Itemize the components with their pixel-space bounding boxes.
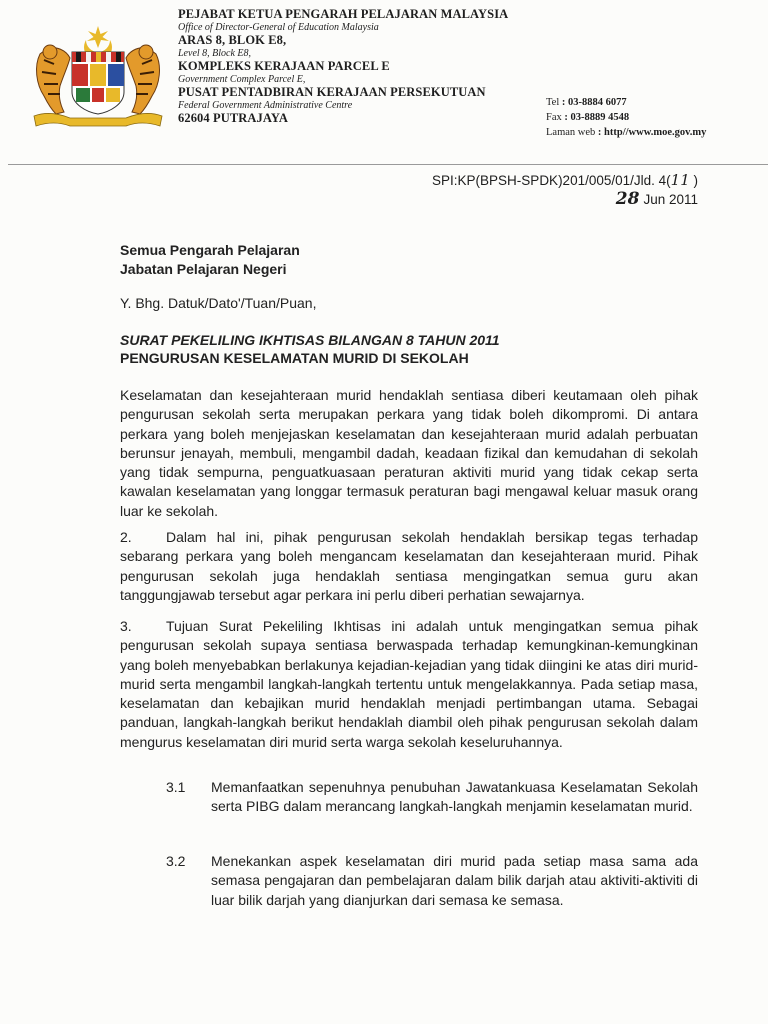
letterhead-divider bbox=[8, 164, 768, 165]
reference-number: SPI:KP(BPSH-SPDK)201/005/01/Jld. 4(11 ) bbox=[432, 171, 698, 189]
subject bbox=[120, 331, 698, 367]
letterhead-line: ARAS 8, BLOK E8, bbox=[178, 33, 287, 47]
coat-of-arms-crest bbox=[30, 26, 166, 132]
letterhead-line: Federal Government Administrative Centre bbox=[178, 100, 353, 111]
reference-block bbox=[432, 171, 698, 209]
letterhead-line: Government Complex Parcel E, bbox=[178, 74, 306, 85]
salutation: Y. Bhg. Datuk/Dato'/Tuan/Puan, bbox=[120, 295, 317, 311]
paragraph-3-text: Tujuan Surat Pekeliling Ikhtisas ini adalah untuk mengingatkan semua pihak pengurusan sekolah supaya sentiasa berwaspada terhadap kemungkinan-kemungkinan yang boleh menyebabkan berlakunya kejadian-kejadian yang tidak diingini ke atas diri murid-murid serta mengambil langkah-langkah tertentu untuk mengelakkannya. Pada setiap masa, keselamatan dan kebajikan murid hendaklah menjadi pertimbangan utama. Sebagai panduan, langkah-langkah berikut hendaklah diambil oleh pihak pengurusan sekolah dalam mengurus keselamatan diri murid serta warga sekolah keseluruhannya. bbox=[120, 618, 698, 750]
letterhead-line: Office of Director-General of Education Malaysia bbox=[178, 22, 379, 33]
recipient-line-2: Jabatan Pelajaran Negeri bbox=[120, 261, 287, 277]
paragraph-2-text: Dalam hal ini, pihak pengurusan sekolah hendaklah bersikap tegas terhadap sebarang perkara yang boleh mengancam keselamatan dan kesejahteraan murid. Pihak pengurusan sekolah juga hendaklah sentiasa mengingatkan semua guru akan tanggungjawab tersebut agar perkara ini perlu diberi perhatian sewajarnya. bbox=[120, 529, 698, 603]
paragraph-2 bbox=[120, 528, 698, 605]
paragraph-3-number: 3. bbox=[120, 618, 132, 634]
letterhead-contact bbox=[546, 95, 761, 140]
subject-line-2: PENGURUSAN KESELAMATAN MURID DI SEKOLAH bbox=[120, 350, 469, 366]
letter-date: 28 Jun 2011 bbox=[615, 189, 698, 209]
star-icon bbox=[87, 26, 109, 48]
recipient bbox=[120, 241, 698, 279]
contact-tel: Tel : 03-8884 6077 bbox=[546, 97, 627, 108]
list-item-number: 3.2 bbox=[166, 853, 186, 869]
list-item-text: Menekankan aspek keselamatan diri murid pada setiap masa sama ada semasa pengajaran dan pembelajaran dalam bilik darjah atau aktiviti-aktiviti di luar bilik darjah yang dianjurkan dari semasa ke semasa. bbox=[211, 853, 698, 908]
paragraph-1: Keselamatan dan kesejahteraan murid hendaklah sentiasa diberi keutamaan oleh pihak pengurusan sekolah serta merupakan perkara yang tidak boleh dikompromi. Di antara perkara yang boleh menjejaskan keselamatan dan kesejahteraan murid adalah perbuatan berunsur jenayah, membuli, mengambil dadah, keadaan fizikal dan kemudahan di sekolah yang tidak sempurna, penguatkuasaan peraturan aktiviti murid yang tidak cekap serta kawalan keselamatan yang longgar termasuk peraturan bagi mengawal keluar masuk orang luar ke sekolah. bbox=[120, 387, 698, 519]
contact-web: Laman web : http//www.moe.gov.my bbox=[546, 127, 707, 138]
letterhead-line: 62604 PUTRAJAYA bbox=[178, 111, 288, 125]
subject-line-1: SURAT PEKELILING IKHTISAS BILANGAN 8 TAHUN 2011 bbox=[120, 332, 500, 348]
paragraph-2-number: 2. bbox=[120, 529, 132, 545]
motto-scroll-icon bbox=[34, 113, 162, 126]
left-tiger-icon bbox=[37, 45, 70, 114]
right-tiger-icon bbox=[126, 45, 159, 114]
recipient-line-1: Semua Pengarah Pelajaran bbox=[120, 242, 300, 258]
paragraph-3 bbox=[120, 617, 698, 752]
letterhead-line: KOMPLEKS KERAJAAN PARCEL E bbox=[178, 59, 390, 73]
list-item-number: 3.1 bbox=[166, 779, 186, 795]
letterhead-line: Level 8, Block E8, bbox=[178, 48, 252, 59]
list-item-text: Memanfaatkan sepenuhnya penubuhan Jawatankuasa Keselamatan Sekolah serta PIBG dalam merancang langkah-langkah menjamin keselamatan murid. bbox=[211, 779, 698, 815]
letterhead-line: PEJABAT KETUA PENGARAH PELAJARAN MALAYSIA bbox=[178, 7, 509, 21]
letterhead-line: PUSAT PENTADBIRAN KERAJAAN PERSEKUTUAN bbox=[178, 85, 486, 99]
letterhead-address bbox=[178, 8, 538, 125]
contact-fax: Fax : 03-8889 4548 bbox=[546, 112, 630, 123]
shield-icon bbox=[72, 52, 124, 114]
